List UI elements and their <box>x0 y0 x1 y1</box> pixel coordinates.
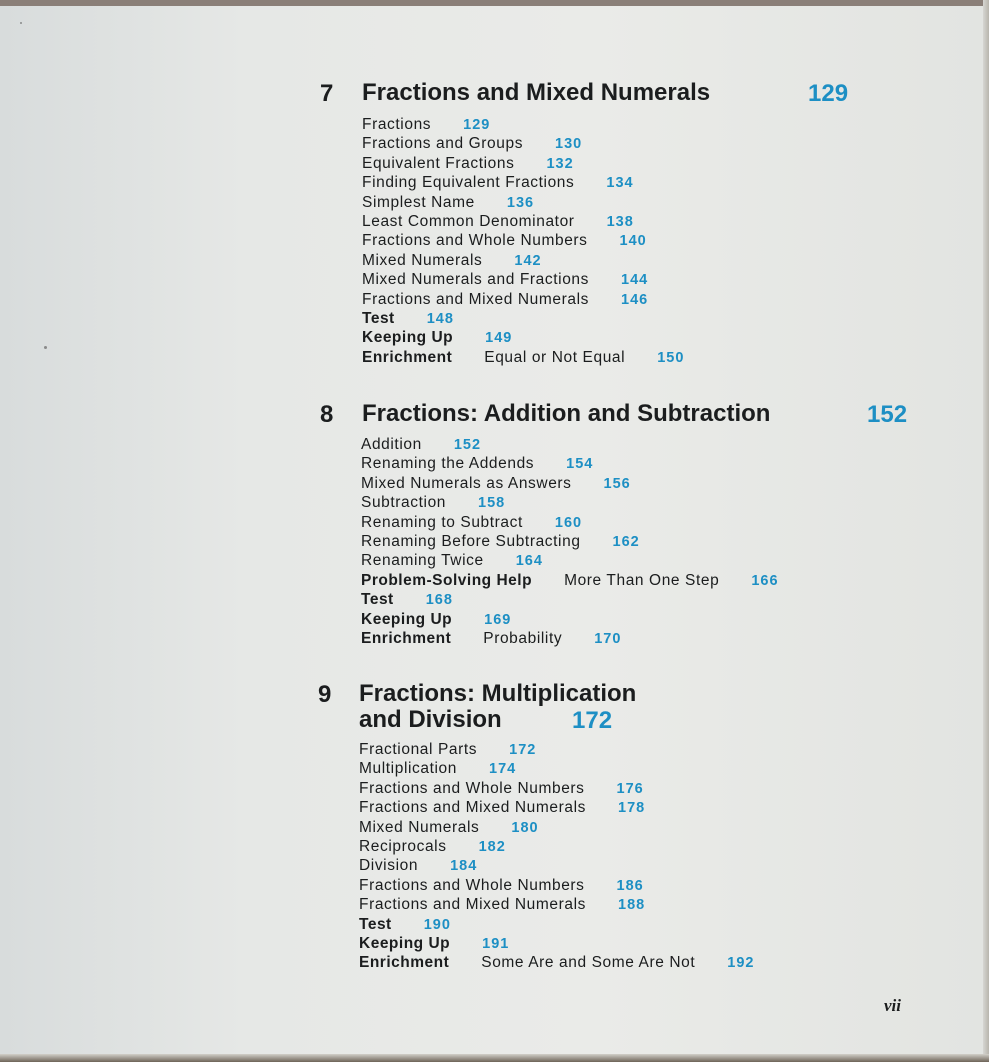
entry-page-number: 184 <box>450 858 478 875</box>
toc-entry <box>362 212 684 231</box>
entry-label: Fractions and Whole Numbers <box>362 232 588 250</box>
entry-label: Keeping Up <box>361 610 453 628</box>
entry-label: Test <box>362 309 395 327</box>
toc-entry <box>362 270 684 289</box>
page-folio: vii <box>884 996 901 1015</box>
page-top-edge <box>0 0 989 6</box>
chapter-title-line-1: Fractions: Multiplication <box>359 680 637 707</box>
toc-entry <box>361 551 779 570</box>
entry-page-number: 192 <box>727 955 755 972</box>
toc-entry <box>362 348 684 367</box>
toc-entry <box>361 532 779 551</box>
entry-label: Fractions <box>362 116 432 133</box>
toc-entry <box>361 590 779 609</box>
entry-label: Multiplication <box>359 760 457 778</box>
entry-label: Test <box>359 915 392 933</box>
entry-page-number: 150 <box>657 349 685 366</box>
entry-subtitle: Equal or Not Equal <box>484 348 626 366</box>
chapter-page-number: 129 <box>808 80 849 107</box>
toc-entry <box>361 474 779 493</box>
chapter-page-number: 172 <box>572 707 613 734</box>
toc-entry <box>359 915 755 934</box>
entry-label: Renaming Twice <box>361 552 484 570</box>
entry-page-number: 191 <box>482 935 510 952</box>
toc-entry <box>359 779 755 798</box>
entry-label: Enrichment <box>362 348 453 366</box>
entry-page-number: 134 <box>606 175 634 192</box>
entry-page-number: 130 <box>555 136 583 153</box>
toc-entry <box>362 154 684 173</box>
entry-page-number: 154 <box>566 456 594 473</box>
entry-label: Fractions and Whole Numbers <box>359 876 585 894</box>
paper-speck <box>20 22 22 24</box>
entry-label: Subtraction <box>361 494 447 512</box>
entry-page-number: 144 <box>621 272 649 289</box>
entry-label: Equivalent Fractions <box>362 154 515 172</box>
entry-page-number: 172 <box>509 742 537 758</box>
entry-page-number: 146 <box>621 291 649 308</box>
entry-page-number: 138 <box>606 213 634 230</box>
entry-page-number: 178 <box>618 800 646 817</box>
entry-page-number: 140 <box>619 233 647 250</box>
toc-entry <box>361 435 779 454</box>
entry-label: Enrichment <box>359 954 450 972</box>
toc-entry <box>362 309 684 328</box>
entry-page-number: 156 <box>603 475 631 492</box>
chapter-title: Fractions: Addition and Subtraction <box>362 400 771 427</box>
chapter-number: 7 <box>320 80 334 107</box>
entry-subtitle: More Than One Step <box>564 571 720 589</box>
entry-label: Fractions and Mixed Numerals <box>359 799 586 817</box>
chapter-title-line-2: and Division <box>359 706 502 733</box>
entry-page-number: 142 <box>514 252 542 269</box>
entry-page-number: 174 <box>489 761 517 778</box>
toc-entry <box>359 759 755 778</box>
entry-page-number: 158 <box>478 495 506 512</box>
entry-label: Finding Equivalent Fractions <box>362 174 575 192</box>
toc-entry <box>362 231 684 250</box>
chapter-entries <box>359 740 755 973</box>
entry-page-number: 136 <box>506 194 535 211</box>
entry-page-number: 186 <box>616 877 644 894</box>
toc-entry <box>359 953 755 972</box>
toc-entry <box>362 328 684 347</box>
entry-label: Test <box>361 591 394 609</box>
entry-label: Mixed Numerals <box>359 818 480 836</box>
entry-label: Division <box>359 857 419 875</box>
entry-page-number: 182 <box>478 838 506 855</box>
entry-label: Problem-Solving Help <box>361 571 533 589</box>
entry-label: Mixed Numerals <box>362 251 483 269</box>
toc-entry <box>362 134 684 153</box>
toc-entry <box>362 193 684 212</box>
chapter-page-number: 152 <box>867 401 908 428</box>
entry-label: Least Common Denominator <box>362 212 575 230</box>
entry-subtitle: Some Are and Some Are Not <box>481 954 696 972</box>
toc-entry <box>362 290 684 309</box>
toc-entry <box>362 115 684 134</box>
entry-page-number: 168 <box>425 592 453 609</box>
toc-entry <box>359 837 755 856</box>
entry-page-number: 149 <box>485 330 513 347</box>
entry-page-number: 162 <box>612 533 640 550</box>
entry-page-number: 170 <box>594 630 622 647</box>
toc-entry <box>361 493 779 512</box>
toc-entry <box>361 454 779 473</box>
entry-label: Fractions and Groups <box>362 135 524 153</box>
entry-label: Reciprocals <box>359 837 447 855</box>
chapter-entries <box>362 115 684 367</box>
entry-label: Fractions and Mixed Numerals <box>362 290 589 308</box>
entry-label: Renaming the Addends <box>361 455 535 473</box>
entry-label: Mixed Numerals and Fractions <box>362 271 589 289</box>
entry-subtitle: Probability <box>483 629 563 647</box>
entry-page-number: 132 <box>546 155 574 172</box>
toc-entry <box>359 856 755 875</box>
page-bottom-edge <box>0 1054 989 1062</box>
toc-entry <box>359 798 755 817</box>
toc-entry <box>361 513 779 532</box>
entry-label: Mixed Numerals as Answers <box>361 474 572 492</box>
entry-page-number: 188 <box>618 897 646 914</box>
entry-label: Keeping Up <box>359 934 451 952</box>
toc-entry <box>359 818 755 837</box>
chapter-number: 8 <box>320 401 334 428</box>
entry-page-number: 166 <box>751 572 779 589</box>
chapter-title: Fractions and Mixed Numerals <box>362 79 711 106</box>
entry-page-number: 148 <box>426 310 454 327</box>
toc-entry <box>359 740 755 759</box>
toc-entry <box>362 251 684 270</box>
entry-label: Fractional Parts <box>359 741 478 758</box>
entry-label: Simplest Name <box>362 193 475 211</box>
toc-entry <box>361 629 779 648</box>
entry-label: Keeping Up <box>362 329 454 347</box>
entry-label: Enrichment <box>361 629 452 647</box>
entry-label: Addition <box>361 436 422 453</box>
entry-page-number: 129 <box>463 117 491 133</box>
page-right-edge <box>983 0 989 1062</box>
entry-label: Renaming to Subtract <box>361 513 523 531</box>
entry-page-number: 164 <box>515 553 543 570</box>
toc-entry <box>362 173 684 192</box>
entry-label: Fractions and Mixed Numerals <box>359 896 586 914</box>
entry-label: Fractions and Whole Numbers <box>359 779 585 797</box>
chapter-number: 9 <box>318 681 332 708</box>
entry-page-number: 176 <box>616 780 644 797</box>
entry-page-number: 152 <box>453 437 482 453</box>
toc-entry <box>359 876 755 895</box>
chapter-entries <box>361 435 779 648</box>
entry-page-number: 160 <box>554 514 583 531</box>
entry-page-number: 169 <box>484 611 512 628</box>
entry-page-number: 190 <box>423 916 451 933</box>
toc-entry <box>359 895 755 914</box>
entry-page-number: 180 <box>511 819 539 836</box>
paper-speck <box>44 346 47 349</box>
entry-label: Renaming Before Subtracting <box>361 532 581 550</box>
toc-entry <box>361 571 779 590</box>
toc-entry <box>359 934 755 953</box>
toc-entry <box>361 610 779 629</box>
